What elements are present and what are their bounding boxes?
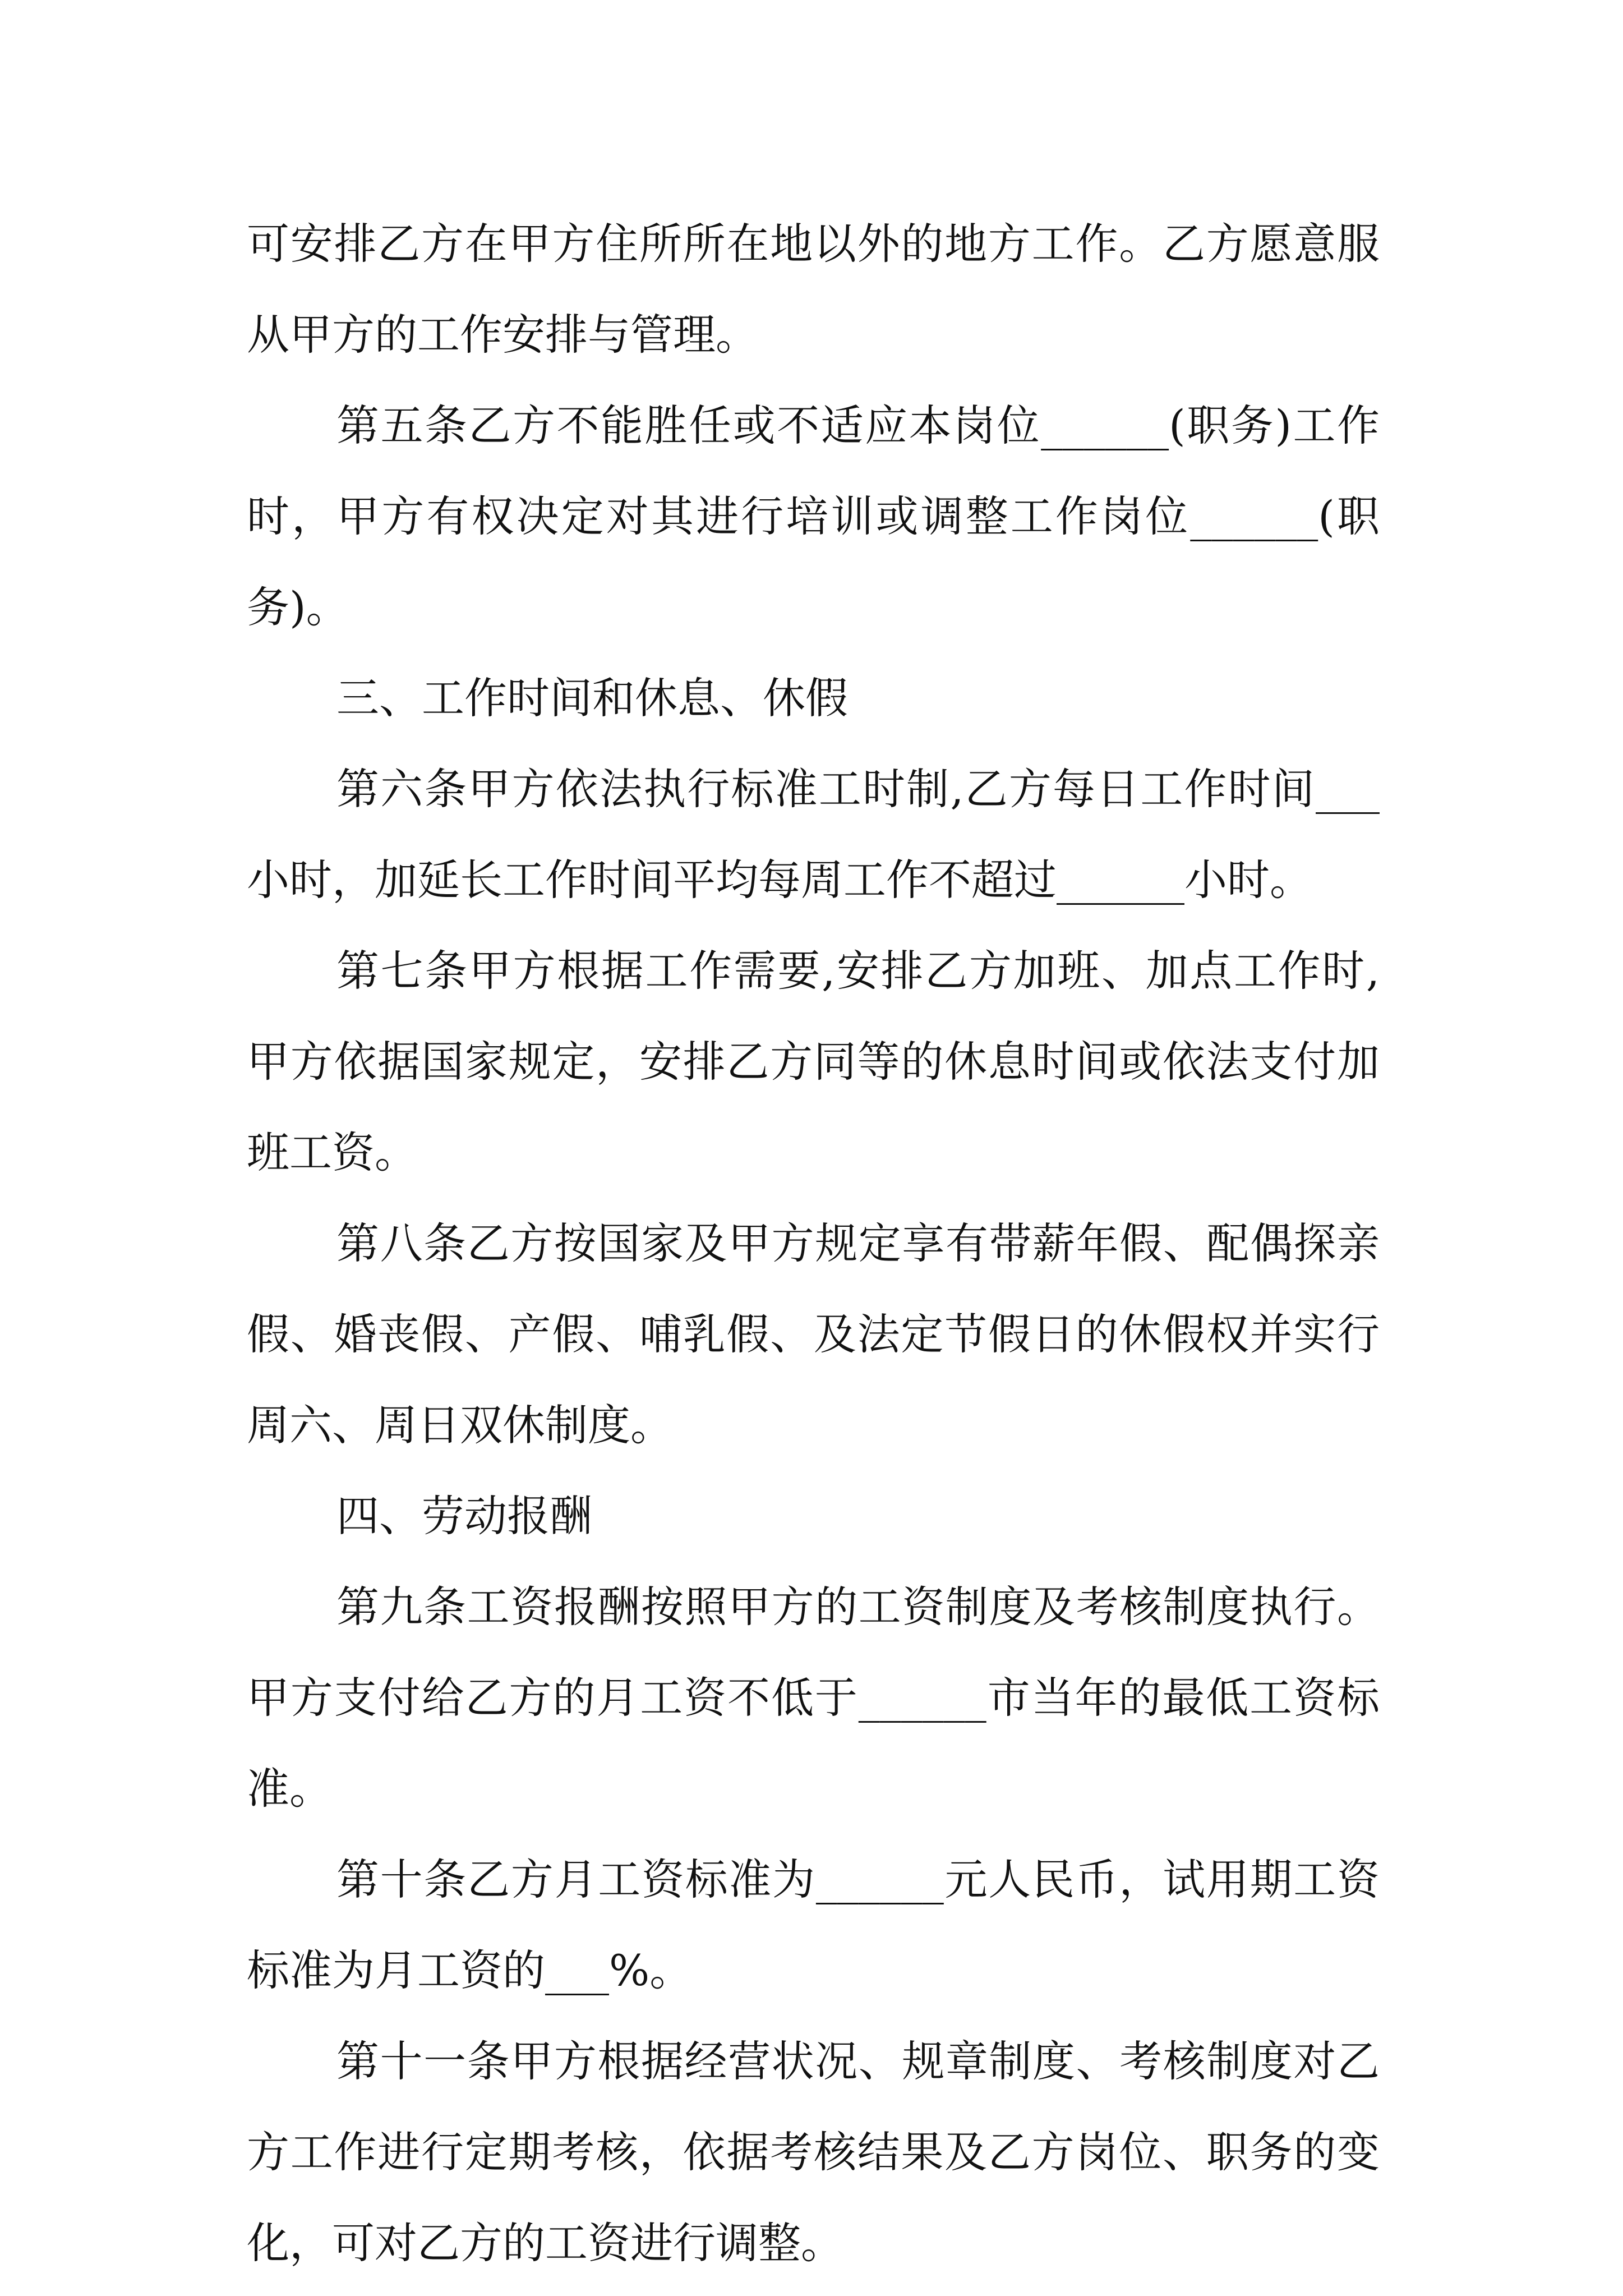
text-line: 第五条乙方不能胜任或不适应本岗位______(职务)工作	[336, 401, 1380, 450]
text-line: 从甲方的工作安排与管理。	[247, 310, 758, 360]
text-line: 可安排乙方在甲方住所所在地以外的地方工作。乙方愿意服	[247, 219, 1380, 269]
text-line: 标准为月工资的___%。	[247, 1945, 693, 1995]
text-line: 小时，加延长工作时间平均每周工作不超过______小时。	[247, 855, 1312, 905]
text-line: 第十条乙方月工资标准为______元人民币，试用期工资	[336, 1855, 1380, 1904]
text-line: 假、婚丧假、产假、哺乳假、及法定节假日的休假权并实行	[247, 1309, 1380, 1359]
text-line: 第九条工资报酬按照甲方的工资制度及考核制度执行。	[336, 1582, 1380, 1632]
text-line: 务)。	[247, 582, 349, 632]
text-line: 第六条甲方依法执行标准工时制,乙方每日工作时间___	[336, 764, 1380, 814]
text-line: 甲方依据国家规定，安排乙方同等的休息时间或依法支付加	[247, 1037, 1380, 1087]
section-heading: 四、劳动报酬	[336, 1491, 592, 1541]
text-line: 第七条甲方根据工作需要,安排乙方加班、加点工作时,	[336, 946, 1380, 996]
text-line: 甲方支付给乙方的月工资不低于______市当年的最低工资标	[247, 1673, 1380, 1723]
text-line: 第八条乙方按国家及甲方规定享有带薪年假、配偶探亲	[336, 1218, 1380, 1268]
text-line: 化，可对乙方的工资进行调整。	[247, 2218, 843, 2268]
text-line: 班工资。	[247, 1128, 417, 1177]
text-line: 方工作进行定期考核，依据考核结果及乙方岗位、职务的变	[247, 2127, 1380, 2177]
text-line: 时，甲方有权决定对其进行培训或调整工作岗位______(职	[247, 491, 1380, 541]
text-line: 准。	[247, 1764, 332, 1814]
text-line: 周六、周日双休制度。	[247, 1400, 673, 1450]
section-heading: 三、工作时间和休息、休假	[336, 673, 848, 723]
text-line: 第十一条甲方根据经营状况、规章制度、考核制度对乙	[336, 2036, 1380, 2086]
